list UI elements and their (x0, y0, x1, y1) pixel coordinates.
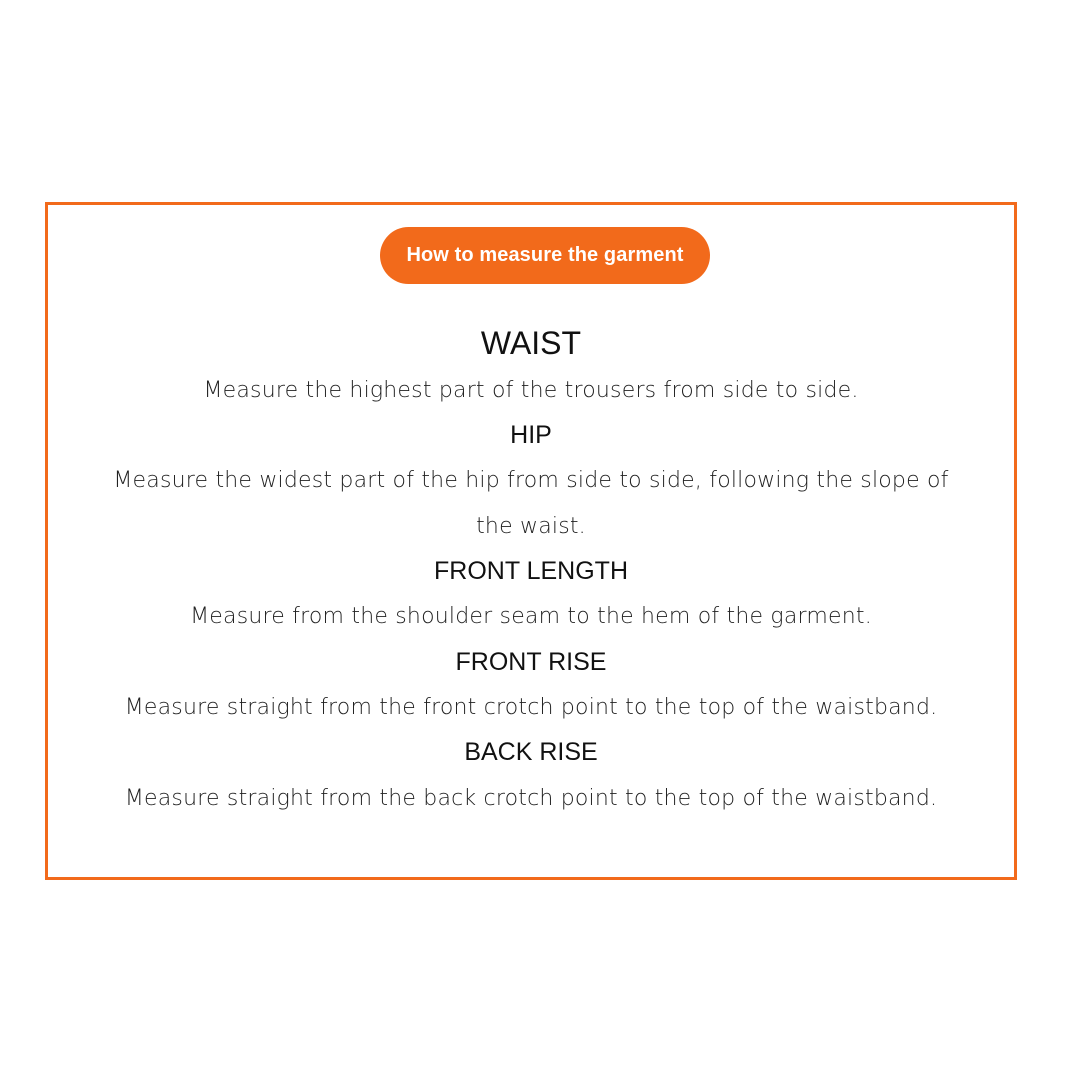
back-rise-heading: BACK RISE (464, 738, 598, 766)
waist-description: Measure the highest part of the trousers from side to side. (203, 378, 859, 403)
measurement-guide-card (45, 202, 1017, 880)
guide-title-badge: How to measure the garment (380, 227, 710, 284)
front-rise-heading: FRONT RISE (455, 648, 607, 676)
hip-description: Measure the widest part of the hip from side to side, following the slope of the waist. (113, 468, 949, 539)
back-rise-description: Measure straight from the back crotch point to the top of the waistband. (124, 786, 938, 811)
front-length-description: Measure from the shoulder seam to the hem of the garment. (190, 604, 872, 629)
hip-heading: HIP (510, 421, 552, 449)
waist-heading: WAIST (480, 325, 582, 361)
front-rise-description: Measure straight from the front crotch point to the top of the waistband. (124, 695, 938, 720)
front-length-heading: FRONT LENGTH (434, 557, 628, 585)
